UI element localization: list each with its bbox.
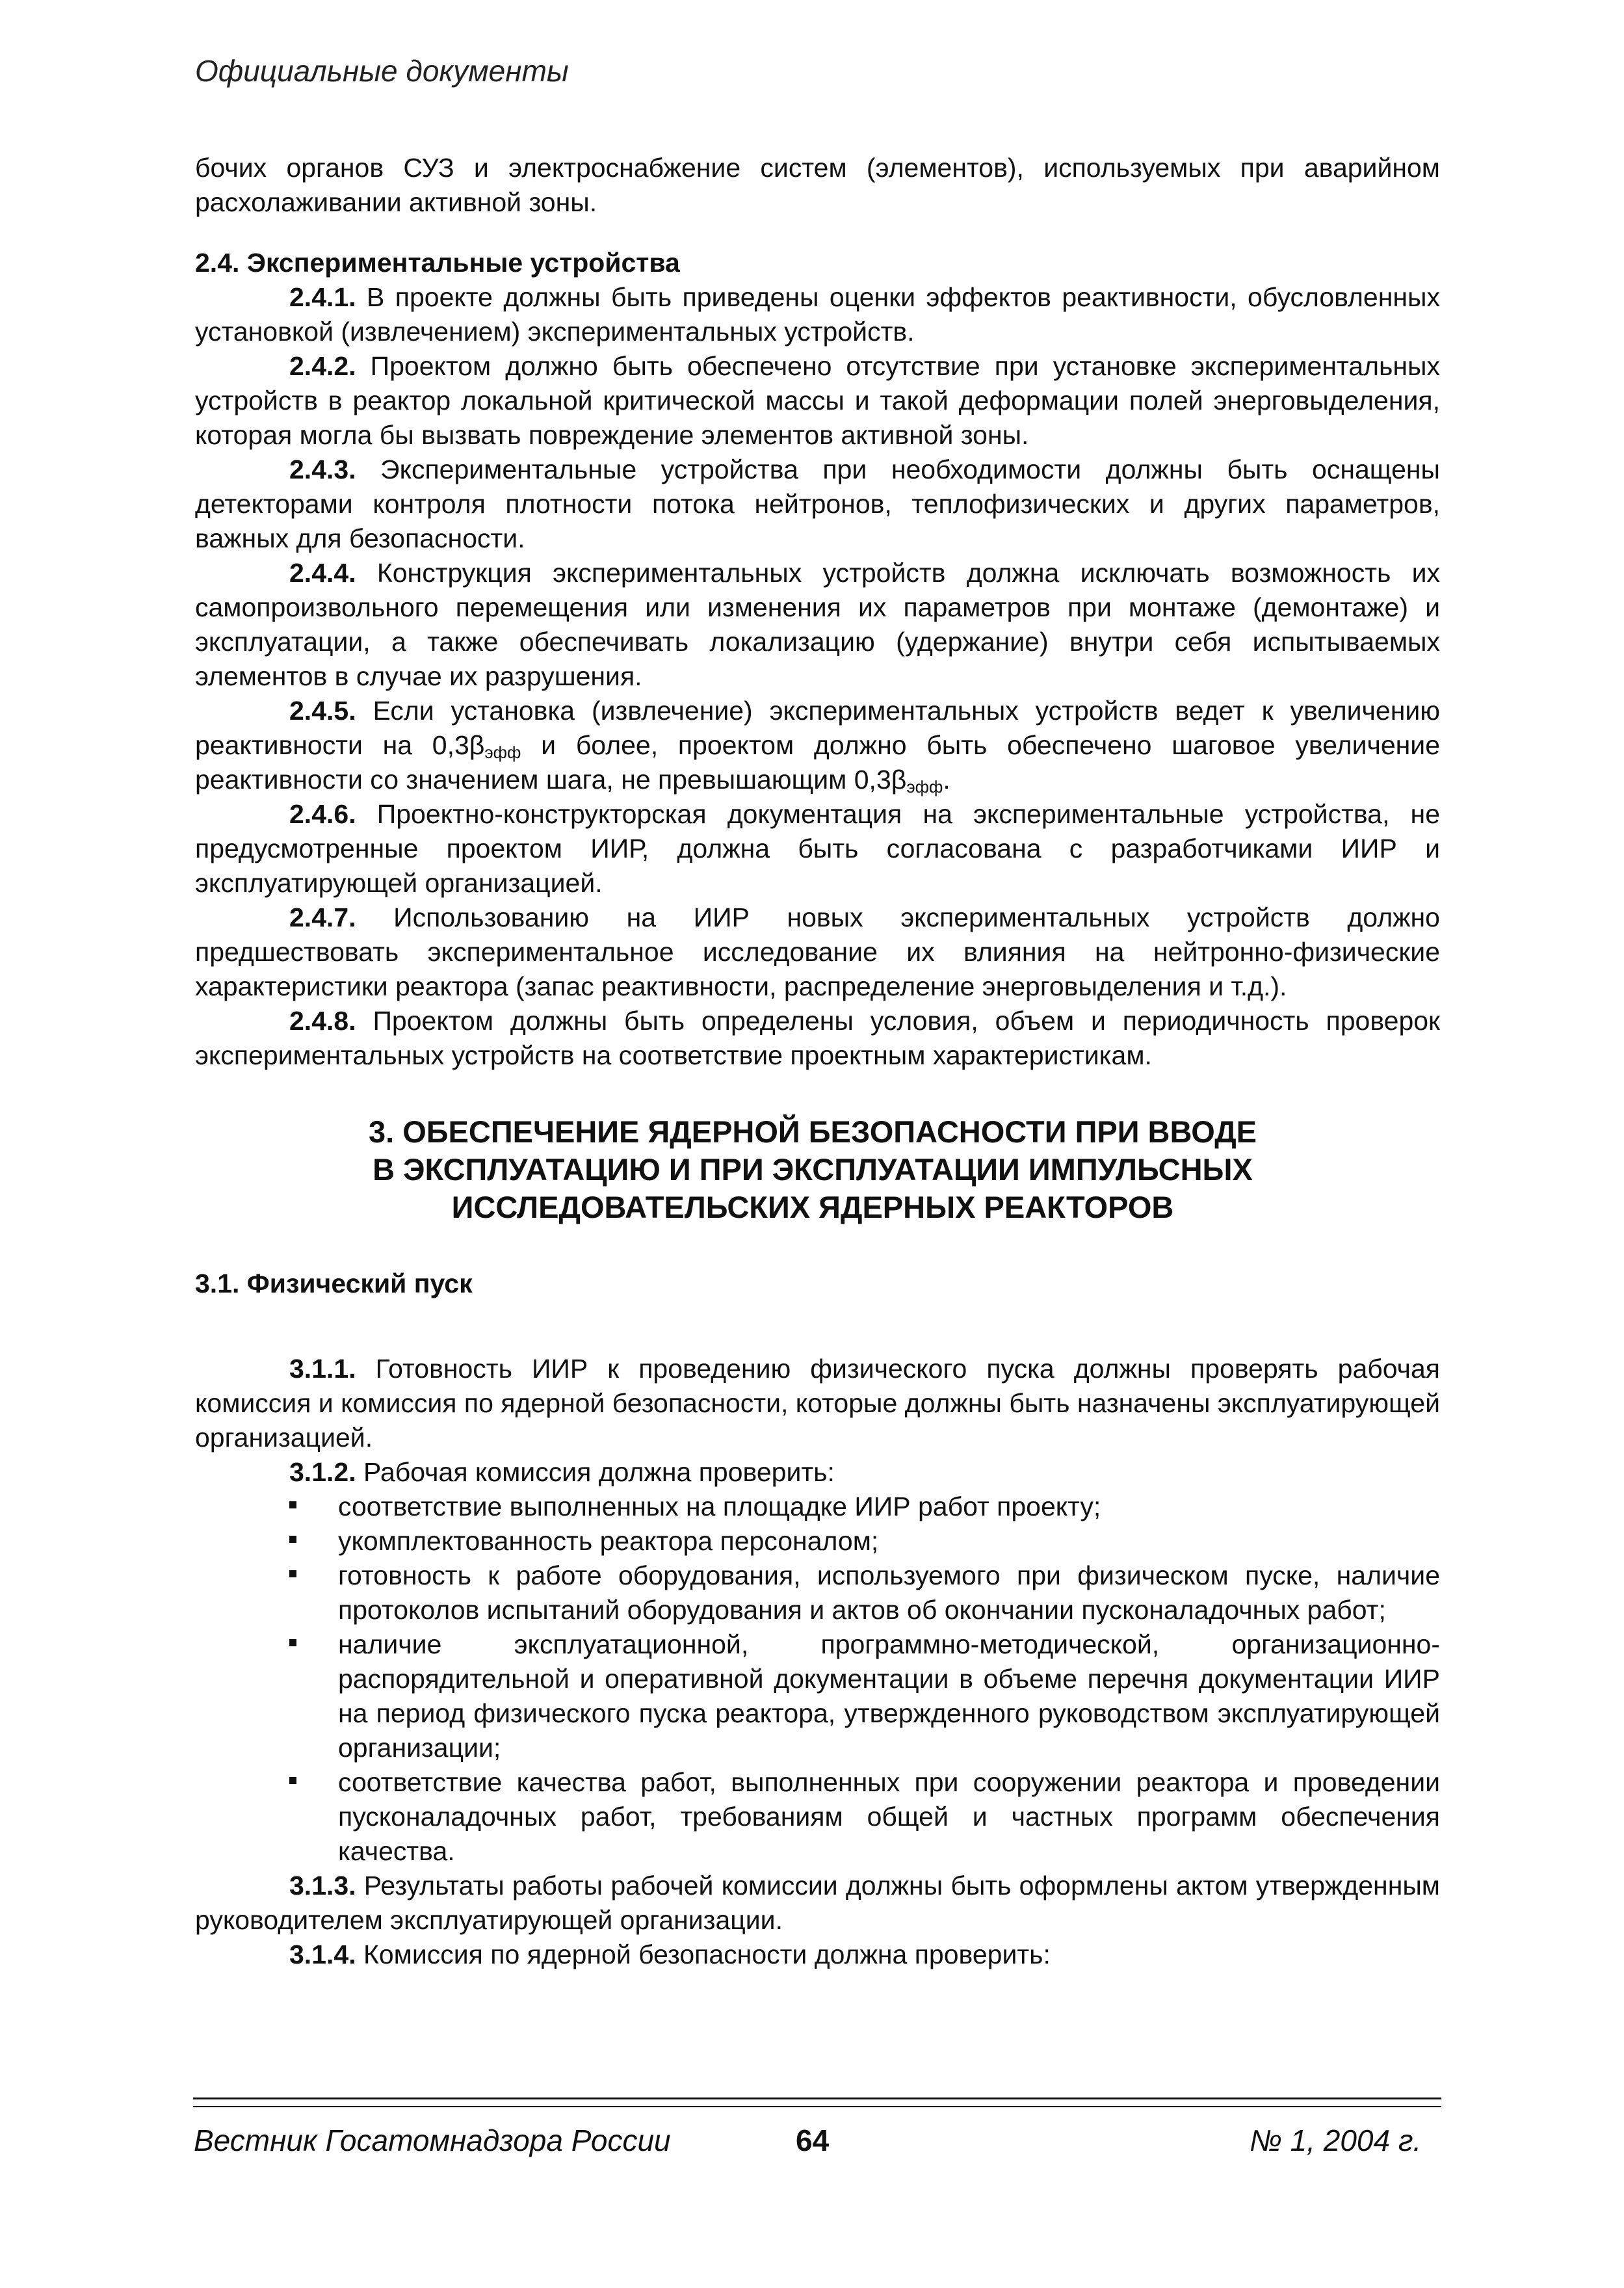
paragraph-text: Если установка (извлечение) экспериментальных устройств ведет к увеличению реактивности на 0,3β — [195, 696, 1440, 760]
page-number: 64 — [796, 2124, 830, 2157]
chapter-heading-line: 3. ОБЕСПЕЧЕНИЕ ЯДЕРНОЙ БЕЗОПАСНОСТИ ПРИ ВВОДЕ — [368, 1114, 1257, 1149]
list-item — [195, 1558, 1440, 1627]
footer-issue: № 1, 2004 г. — [1250, 2124, 1422, 2157]
paragraph-3-1-3 — [195, 1869, 1440, 1938]
paragraph-text: Результаты работы рабочей комиссии должны быть оформлены актом утвержденным руководителем эксплуатирующей организации. — [195, 1871, 1440, 1935]
paragraph-number: 2.4.3. — [289, 454, 356, 484]
paragraph-text: Рабочая комиссия должна проверить: — [356, 1457, 835, 1487]
footer-journal-title: Вестник Госатомнадзора России — [194, 2124, 671, 2157]
chapter-heading-line: ИССЛЕДОВАТЕЛЬСКИХ ЯДЕРНЫХ РЕАКТОРОВ — [451, 1190, 1174, 1224]
paragraph-text: Конструкция экспериментальных устройств должна исключать возможность их самопроизвольного перемещения или изменения их параметров при монтаже (демонтаже) и эксплуатации, а также обеспечивать локализацию (удержание) внутри себя испытываемых элементов в случае их разрушения. — [195, 558, 1440, 691]
paragraph-text: . — [943, 765, 950, 795]
footer-divider — [193, 2106, 1441, 2107]
chapter-heading-line: В ЭКСПЛУАТАЦИЮ И ПРИ ЭКСПЛУАТАЦИИ ИМПУЛЬСНЫХ — [373, 1152, 1253, 1187]
paragraph-number: 2.4.5. — [289, 696, 356, 726]
intro-paragraph: бочих органов СУЗ и электроснабжение систем (элементов), используемых при аварийном расхолаживании активной зоны. — [195, 153, 1440, 217]
paragraph-2-4-4 — [195, 556, 1440, 694]
running-header: Официальные документы — [195, 54, 569, 88]
paragraph-number: 2.4.4. — [289, 558, 356, 588]
bullet-square-icon — [289, 1536, 296, 1543]
footer-divider — [193, 2097, 1441, 2099]
paragraph-text: В проекте должны быть приведены оценки эффектов реактивности, обусловленных установкой (извлечением) экспериментальных устройств. — [195, 282, 1440, 347]
paragraph-number: 2.4.7. — [289, 902, 356, 932]
list-item — [195, 1524, 1440, 1558]
paragraph-text: и более, проектом должно быть обеспечено шаговое увеличение реактивности со значением шага, не превышающим 0,3β — [195, 730, 1440, 795]
bullet-square-icon — [289, 1501, 296, 1508]
paragraph-2-4-6 — [195, 797, 1440, 901]
paragraph-3-1-1 — [195, 1352, 1440, 1455]
subscript-eff: эфф — [906, 777, 943, 796]
paragraph-text: Проектно-конструкторская документация на экспериментальные устройства, не предусмотренные проектом ИИР, должна быть согласована с разработчиками ИИР и эксплуатирующей организацией. — [195, 799, 1440, 898]
bullet-square-icon — [289, 1777, 296, 1784]
paragraph-number: 3.1.2. — [289, 1457, 356, 1487]
list-item — [195, 1765, 1440, 1869]
paragraph-3-1-2 — [195, 1455, 1440, 1490]
paragraph-2-4-1 — [195, 280, 1440, 349]
list-item-text: готовность к работе оборудования, используемого при физическом пуске, наличие протоколов испытаний оборудования и актов об окончании пусконаладочных работ; — [338, 1560, 1440, 1625]
paragraph-text: Комиссия по ядерной безопасности должна проверить: — [356, 1940, 1051, 1969]
list-item-text: соответствие выполненных на площадке ИИР работ проекту; — [338, 1492, 1101, 1521]
paragraph-number: 2.4.2. — [289, 351, 356, 381]
paragraph-number: 2.4.8. — [289, 1006, 356, 1036]
list-item — [195, 1627, 1440, 1765]
paragraph-text: Проектом должно быть обеспечено отсутствие при установке экспериментальных устройств в реактор локальной критической массы и такой деформации полей энерговыделения, которая могла бы вызвать повреждение элементов активной зоны. — [195, 351, 1440, 450]
paragraph-2-4-2 — [195, 349, 1440, 453]
bullet-square-icon — [289, 1570, 296, 1577]
section-2-4-title: 2.4. Экспериментальные устройства — [195, 248, 680, 278]
paragraph-2-4-5 — [195, 694, 1440, 797]
paragraph-number: 2.4.6. — [289, 799, 356, 829]
list-item-text: укомплектованность реактора персоналом; — [338, 1526, 879, 1556]
paragraph-number: 2.4.1. — [289, 282, 356, 312]
paragraph-text: Проектом должны быть определены условия, объем и периодичность проверок экспериментальных устройств на соответствие проектным характеристикам. — [195, 1006, 1440, 1070]
paragraph-3-1-4 — [195, 1938, 1440, 1972]
paragraph-number: 3.1.3. — [289, 1871, 356, 1900]
checklist — [195, 1490, 1440, 1869]
page-body — [195, 151, 1440, 1972]
list-item-text: соответствие качества работ, выполненных при сооружении реактора и проведении пусконаладочных работ, требованиям общей и частных программ обеспечения качества. — [338, 1767, 1440, 1866]
paragraph-text: Экспериментальные устройства при необходимости должны быть оснащены детекторами контроля плотности потока нейтронов, теплофизических и других параметров, важных для безопасности. — [195, 454, 1440, 553]
paragraph-number: 3.1.1. — [289, 1354, 356, 1384]
chapter-3-heading — [273, 1113, 1352, 1226]
paragraph-number: 3.1.4. — [289, 1940, 356, 1969]
paragraph-2-4-3 — [195, 453, 1440, 556]
paragraph-2-4-7 — [195, 901, 1440, 1004]
subscript-eff: эфф — [484, 743, 521, 762]
paragraph-2-4-8 — [195, 1004, 1440, 1073]
bullet-square-icon — [289, 1639, 296, 1646]
list-item — [195, 1490, 1440, 1524]
paragraph-text: Использованию на ИИР новых экспериментальных устройств должно предшествовать экспериментальное исследование их влияния на нейтронно-физические характеристики реактора (запас реактивности, распределение энерговыделения и т.д.). — [195, 902, 1440, 1001]
section-3-1-title: 3.1. Физический пуск — [195, 1269, 473, 1298]
paragraph-text: Готовность ИИР к проведению физического пуска должны проверять рабочая комиссия и комиссия по ядерной безопасности, которые должны быть назначены эксплуатирующей организацией. — [195, 1354, 1440, 1453]
list-item-text: наличие эксплуатационной, программно-методической, организационно-распорядительной и оперативной документации в объеме перечня документации ИИР на период физического пуска реактора, утвержденного руководством эксплуатирующей организации; — [338, 1629, 1440, 1763]
